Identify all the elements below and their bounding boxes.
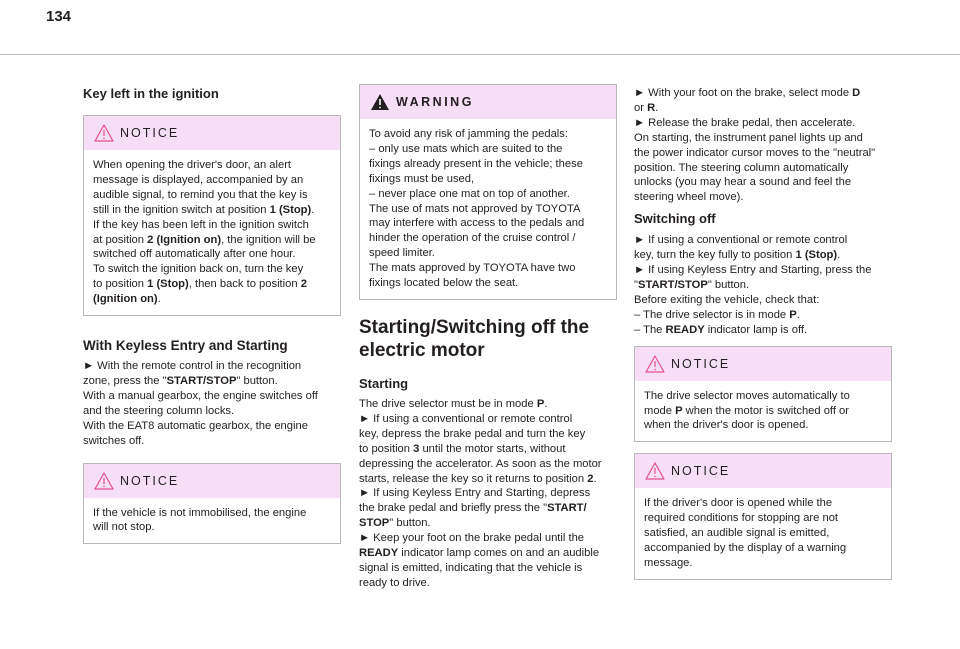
warning-icon — [370, 93, 390, 111]
bold-text: READY — [359, 547, 399, 560]
text-run: switches off. — [83, 434, 145, 447]
text-run: until the motor starts, without — [419, 442, 566, 455]
text-line — [634, 308, 892, 323]
notice-label: NOTICE — [120, 473, 180, 488]
text-run: " button. — [707, 278, 750, 291]
heading-starting: Starting — [359, 375, 409, 391]
text-run: signal is emitted, indicating that the vehicle is — [359, 561, 583, 574]
text-line — [359, 397, 617, 412]
text-run: required conditions for stopping are not — [644, 512, 839, 525]
text-line — [634, 323, 892, 338]
notice-label: NOTICE — [120, 126, 180, 140]
text-line — [644, 541, 882, 556]
notice-box-driver-door — [634, 453, 892, 580]
bold-text: 3 — [413, 442, 420, 455]
text-line — [369, 246, 607, 261]
text-line — [93, 233, 331, 248]
text-line — [634, 233, 892, 248]
notice-text — [84, 150, 340, 315]
text-line — [634, 131, 892, 146]
bold-text: P — [789, 308, 797, 321]
notice-box-drive-selector — [634, 346, 892, 443]
text-run: . — [655, 101, 659, 114]
text-run: To avoid any risk of jamming the pedals: — [369, 128, 568, 140]
text-run: . — [157, 293, 161, 306]
text-run: . — [593, 472, 597, 485]
bold-text: D — [852, 87, 861, 99]
text-line — [369, 216, 607, 231]
text-line — [644, 496, 882, 511]
text-line — [369, 261, 607, 276]
text-run: audible signal, to remind you that the key is — [93, 188, 308, 201]
starting-text — [359, 397, 617, 591]
text-line — [359, 501, 617, 516]
text-run: speed limiter. — [369, 247, 435, 260]
text-line — [359, 427, 617, 442]
text-line — [369, 127, 607, 142]
text-run: key, depress the brake pedal and turn the key — [359, 427, 586, 440]
text-run: accompanied by the display of a warning — [644, 542, 847, 555]
text-line — [93, 277, 331, 292]
text-run: ready to drive. — [359, 576, 430, 589]
text-run: If the driver's door is opened while the — [644, 497, 833, 510]
text-run: ► Release the brake pedal, then accelerate. — [634, 116, 856, 129]
text-line — [634, 161, 892, 176]
text-line — [634, 146, 892, 161]
bold-text: R — [647, 101, 656, 114]
bold-text: 2 — [300, 278, 307, 291]
text-run: to position — [359, 442, 414, 455]
text-line — [644, 389, 882, 404]
text-run: With a manual gearbox, the engine switches off — [83, 389, 318, 402]
text-run: . — [796, 308, 800, 321]
text-run: zone, press the " — [83, 374, 167, 387]
notice-text — [635, 381, 891, 442]
text-run: may interfere with access to the pedals and — [369, 217, 585, 230]
text-line — [93, 247, 331, 262]
text-run: the power indicator cursor moves to the "neutral" — [634, 146, 876, 159]
bold-text: 2 (Ignition on) — [147, 233, 222, 246]
text-run: starts, release the key so it returns to position — [359, 472, 588, 485]
text-line — [93, 158, 331, 173]
bold-text: 1 (Stop) — [147, 278, 189, 291]
text-run: – only use mats which are suited to the — [369, 142, 563, 155]
text-line — [83, 419, 341, 434]
text-line — [359, 576, 617, 591]
text-run: fixings already present in the vehicle; these — [369, 157, 583, 170]
main-heading — [359, 316, 617, 362]
text-run: ► With your foot on the brake, select mode — [634, 87, 853, 99]
text-run: To switch the ignition back on, turn the key — [93, 263, 304, 276]
text-line — [644, 418, 882, 433]
text-run: . — [544, 397, 548, 410]
text-line — [93, 203, 331, 218]
warning-label: WARNING — [396, 95, 474, 109]
text-line — [83, 359, 341, 374]
text-line — [83, 434, 341, 449]
text-run: – The — [634, 323, 666, 336]
notice-icon — [645, 355, 665, 373]
notice-header — [84, 464, 340, 498]
text-run: satisfied, an audible signal is emitted, — [644, 527, 830, 540]
intro-text — [634, 86, 892, 205]
text-line — [359, 412, 617, 427]
notice-header — [635, 347, 891, 381]
text-line — [369, 157, 607, 172]
notice-box-key-alert — [83, 115, 341, 316]
switching-text — [634, 233, 892, 337]
text-run: will not stop. — [93, 521, 155, 534]
text-run: Before exiting the vehicle, check that: — [634, 293, 820, 306]
text-line — [93, 292, 331, 307]
heading-keyless: With Keyless Entry and Starting — [83, 338, 288, 354]
text-run: The drive selector moves automatically to — [644, 389, 850, 402]
text-line — [83, 389, 341, 404]
text-run: fixings located below the seat. — [369, 277, 519, 290]
bold-text: P — [675, 404, 683, 417]
bold-text: 2 — [587, 472, 594, 485]
text-run: unlocks (you may hear a sound and feel the — [634, 176, 852, 189]
column-2 — [359, 84, 617, 591]
text-run: ► If using Keyless Entry and Starting, press the — [634, 264, 872, 277]
text-line — [369, 142, 607, 157]
text-run: when the motor is switched off or — [682, 404, 850, 417]
notice-label: NOTICE — [671, 356, 731, 371]
warning-text — [360, 119, 616, 299]
text-line — [634, 190, 892, 205]
notice-text — [84, 498, 340, 544]
header-divider — [0, 54, 960, 55]
warning-box-pedals — [359, 84, 617, 300]
text-run: . — [311, 203, 315, 216]
column-3 — [634, 86, 892, 580]
text-run: When opening the driver's door, an alert — [93, 159, 292, 171]
text-line — [359, 561, 617, 576]
main-heading-line-1: Starting/Switching off the — [359, 316, 590, 338]
text-run: depressing the accelerator. As soon as the motor — [359, 457, 602, 470]
text-line — [644, 526, 882, 541]
text-line — [93, 188, 331, 203]
text-run: " — [634, 278, 638, 291]
bold-text: STOP — [359, 517, 390, 530]
text-run: The mats approved by TOYOTA have two — [369, 262, 576, 275]
text-line — [369, 172, 607, 187]
text-line — [634, 175, 892, 190]
main-heading-line-2: electric motor — [359, 339, 485, 361]
bold-text: P — [536, 397, 545, 410]
text-run: to position — [93, 278, 148, 291]
text-run: ► If using Keyless Entry and Starting, depress — [359, 487, 591, 500]
heading-key-left: Key left in the ignition — [83, 86, 219, 101]
notice-label: NOTICE — [671, 464, 731, 479]
page-number: 134 — [46, 8, 72, 25]
text-run: If the key has been left in the ignition switch — [93, 218, 309, 231]
text-run: , then back to position — [188, 278, 301, 291]
notice-box-immobilised — [83, 463, 341, 545]
text-run: position. The steering column automatically — [634, 161, 849, 174]
notice-icon — [645, 462, 665, 480]
text-line — [369, 202, 607, 217]
bold-text: (Ignition on) — [93, 293, 158, 306]
text-run: The drive selector must be in mode — [359, 397, 537, 410]
text-line — [644, 556, 882, 571]
text-run: – never place one mat on top of another. — [369, 187, 570, 200]
text-line — [634, 263, 892, 278]
text-run: ► If using a conventional or remote control — [359, 412, 573, 425]
text-run: key, turn the key fully to position — [634, 249, 796, 262]
text-line — [359, 531, 617, 546]
text-line — [634, 278, 892, 293]
text-run: the brake pedal and briefly press the " — [359, 502, 548, 515]
heading-switching-off: Switching off — [634, 211, 716, 227]
warning-header — [360, 85, 616, 119]
text-run: , the ignition will be — [221, 233, 316, 246]
text-line — [93, 506, 331, 521]
text-line — [359, 442, 617, 457]
text-run: . — [837, 249, 841, 262]
text-run: and the steering column locks. — [83, 404, 235, 417]
text-line — [634, 116, 892, 131]
text-line — [93, 262, 331, 277]
text-line — [634, 293, 892, 308]
text-run: hinder the operation of the cruise control / — [369, 232, 576, 245]
text-run: mode — [644, 404, 676, 417]
column-1 — [83, 78, 341, 544]
text-run: still in the ignition switch at position — [93, 203, 270, 216]
bold-text: 1 (Stop) — [795, 249, 838, 262]
bold-text: START/STOP — [637, 278, 708, 291]
text-run: indicator lamp comes on and an audible — [398, 547, 600, 560]
text-run: With the EAT8 automatic gearbox, the engine — [83, 419, 308, 432]
text-line — [359, 486, 617, 501]
notice-header — [635, 454, 891, 488]
notice-icon — [94, 472, 114, 490]
text-line — [634, 86, 892, 101]
text-run: fixings must be used, — [369, 172, 475, 185]
text-run: If the vehicle is not immobilised, the engine — [93, 506, 307, 519]
text-line — [359, 457, 617, 472]
bold-text: 1 (Stop) — [269, 203, 312, 216]
text-line — [359, 516, 617, 531]
text-run: message. — [644, 556, 693, 569]
text-run: when the driver's door is opened. — [644, 419, 809, 432]
bold-text: START/STOP — [166, 374, 237, 387]
text-run: message is displayed, accompanied by an — [93, 173, 304, 186]
text-line — [359, 546, 617, 561]
text-line — [634, 248, 892, 263]
notice-text — [635, 488, 891, 579]
text-run: – The drive selector is in mode — [634, 308, 790, 321]
text-run: ► If using a conventional or remote control — [634, 234, 848, 247]
keyless-text — [83, 359, 341, 448]
text-line — [359, 472, 617, 487]
text-line — [644, 404, 882, 419]
text-run: ► Keep your foot on the brake pedal until the — [359, 532, 585, 545]
text-run: The use of mats not approved by TOYOTA — [369, 202, 581, 215]
text-run: " button. — [236, 374, 278, 387]
text-run: On starting, the instrument panel lights up and — [634, 131, 863, 144]
text-line — [369, 187, 607, 202]
text-line — [634, 101, 892, 116]
bold-text: START/ — [547, 502, 587, 515]
text-run: switched off automatically after one hour. — [93, 248, 296, 261]
notice-icon — [94, 124, 114, 142]
text-run: ► With the remote control in the recognition — [83, 360, 302, 373]
text-line — [369, 276, 607, 291]
text-line — [93, 520, 331, 535]
notice-header — [84, 116, 340, 150]
text-line — [93, 218, 331, 233]
text-line — [369, 231, 607, 246]
text-run: or — [634, 101, 648, 114]
text-line — [83, 374, 341, 389]
bold-text: READY — [665, 323, 705, 336]
text-line — [93, 173, 331, 188]
text-run: " button. — [389, 517, 431, 530]
text-run: at position — [93, 233, 148, 246]
text-run: steering wheel move). — [634, 191, 744, 204]
text-line — [644, 511, 882, 526]
text-line — [83, 404, 341, 419]
text-run: indicator lamp is off. — [704, 323, 808, 336]
